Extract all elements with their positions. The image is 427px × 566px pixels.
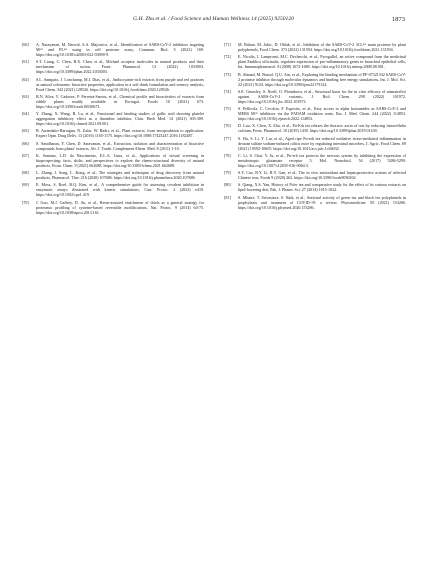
reference-number: [60] xyxy=(22,42,29,47)
reference-item xyxy=(22,182,204,197)
reference-number: [74] xyxy=(224,88,231,94)
reference-number: [80] xyxy=(224,182,231,188)
reference-text: S.L. Sampaio, J. Lonchamp, M.I. Dias, et al., Anthocyanin-rich extracts from purple and red potatoes as natural colourants: bioactive properties, application in a soft drink formulation and sensory analysis, Food Chem. 342 (2021) 128526. https://doi.org/10.1016/j.foodchem.2020.128526. xyxy=(36,76,204,92)
reference-number: [69] xyxy=(22,182,29,188)
reference-text: L. Zhang, J. Song, L. Kong, et al., The strategies and techniques of drug discovery from natural products, Pharmacol. Ther. 216 (2020) 107686. https://doi.org/10.1016/j.pharmthera.2020.107686. xyxy=(36,170,204,181)
reference-item xyxy=(22,77,204,92)
reference-text: S. Pellicola, C. Cecchin, F. Esposito, et al., Easy access to alpha ketoamides as SARS-CoV-2 and MERS Mᵖʳᵒ inhibitors via the PADAM oxidation route, Eur. J. Med. Chem. 244 (2022) 114853. https://doi.org/10.1016/j.ejmech.2022.114853. xyxy=(238,106,406,122)
reference-item xyxy=(22,59,204,74)
reference-item xyxy=(22,128,204,138)
reference-text: M. Bahun, M. Jukic, D. Oblak, et al., Inhibition of the SARS-CoV-2 3CLᵖʳᵒ main protease by plant polyphenols, Food Chem. 373 (2022) 131594. https://doi.org/10.1016/j.foodchem.2021.131594. xyxy=(238,42,406,53)
reference-text: S.T. Liang, C. Chen, R.X. Chen, et al., Michael acceptor molecules in natural products and their mechanism of action, Front. Pharmacol. 13 (2022) 1033003. https://doi.org/10.3389/fphar.2022.1033003. xyxy=(36,59,204,75)
reference-text: K. Santana, L.D. do Nascimento, E.L.A. Lima, et al., Applications of virtual screening in bioprospecting: facts, shifts, and perspectives to explore the chemo-structural diversity of natural products, Front. Chem. 9 (2021) 662688. https://doi.org/10.3389/fchem.2021.662688. xyxy=(36,152,204,168)
reference-number: [66] xyxy=(22,140,29,146)
reference-number: [79] xyxy=(224,170,231,176)
page-number: 1873 xyxy=(391,16,405,23)
reference-item xyxy=(22,42,204,57)
reference-item xyxy=(22,141,204,151)
reference-item xyxy=(224,195,406,210)
reference-number: [76] xyxy=(224,123,231,129)
reference-item xyxy=(224,182,406,192)
reference-text: C. Li, S. Chai, Y. Ju, et al., Pu-erh tea protects the nervous system by inhibiting the expression of metabotropic glutamate receptor 5, Mol. Neurobiol. 54 (2017) 5286-5299. https://doi.org/10.1007/s12035-016-0064-3. xyxy=(238,152,406,168)
reference-text: S. Qiang, X.S. Yan, History of Pu'er tea and comparative study for the effect of its various extracts on lipid-lowering diet, Pak. J. Pharm. Sci. 27 (2014) 1015-1022. xyxy=(238,182,406,193)
reference-number: [63] xyxy=(22,93,29,99)
journal-citation: G.H. Zhu et al. / Food Science and Human Wellness 14 (2025) 9250120 xyxy=(133,16,294,22)
reference-item xyxy=(22,111,204,126)
reference-item xyxy=(224,123,406,133)
reference-text: J. Guo, M.J. Gaffrey, D. Su, et al., Resin-assisted enrichment of thiols as a general strategy for proteomic profiling of cysteine-based reversible modifications, Nat. Protoc. 9 (2014) 64-75. https://doi.org/10.1038/nprot.2013.161. xyxy=(36,199,204,215)
reference-item xyxy=(224,42,406,52)
reference-number: [62] xyxy=(22,76,29,82)
reference-number: [64] xyxy=(22,111,29,117)
reference-text: E. Moss, S. Roel, R.Q. Kim, et al., A comprehensive guide for assessing covalent inhibition in enzymatic assays illustrated with kinetic simulations, Curr. Protoc. 2 (2022) e419. https://doi.org/10.1002/cpz1.419. xyxy=(36,182,204,198)
reference-number: [77] xyxy=(224,135,231,141)
reference-number: [61] xyxy=(22,59,29,65)
reference-number: [70] xyxy=(22,199,29,205)
reference-number: [68] xyxy=(22,170,29,176)
reference-item xyxy=(22,94,204,109)
reference-number: [78] xyxy=(224,152,231,158)
reference-item xyxy=(224,54,406,69)
reference-text: B. Arrendatio-Barragan, N. Zafar, W. Badri, et al., Plant extracts: from encapsulation to application, Expert Opin. Drug Deliv. 13 (2016) 1165-1175. https://doi.org/10.1080/17425247.2016.1182487. xyxy=(36,128,204,139)
reference-item xyxy=(22,170,204,180)
reference-column-right xyxy=(224,42,406,212)
reference-text: B.N. Silva, V. Cadavez, P. Ferreira-Santos, et al., Chemical profile and bioactivities of extracts from edible plants readily available in Portugal, Foods 10 (2021) 673. https://doi.org/10.3390/foods10030673. xyxy=(36,93,204,109)
reference-item xyxy=(224,136,406,151)
reference-item xyxy=(224,170,406,180)
reference-item xyxy=(224,89,406,104)
reference-number: [65] xyxy=(22,128,29,134)
reference-item xyxy=(22,200,204,215)
reference-text: B. Ahmad, M. Batool, Q.U. Ain, et al., Exploring the binding mechanism of PF-07321332 SARS-CoV-2 protease inhibitor through molecular dynamics and binding free energy simulations, Int. J. Mol. Sci. 22 (2021) 9124. https://doi.org/10.3390/ijms22179124. xyxy=(238,71,406,87)
reference-text: E. Nicolis, I. Lampronti, M.C. Dechecchi, et al., Pyrogallol, an active compound from the medicinal plant Emblica officinalis, regulates expression of pro-inflammatory genes in bronchial epithelial cells, Int. Immunopharmacol. 8 (2008) 1672-1680. https://doi.org/10.1016/j.intimp.2008.08.001. xyxy=(238,54,406,70)
reference-text: S. Sasidharan, Y. Chen, D. Saravanan, et al., Extraction, isolation and characterization of bioactive compounds from plants' extracts, Afr. J. Tradit. Complement Altern. Med. 8 (2011) 1-10. xyxy=(36,140,204,151)
reference-text: A. Narayanan, M. Narwal, S.A. Majowicz, et al., Identification of SARS-CoV-2 inhibitors targeting Mᵖʳᵒ and PLᵖʳᵒ using in cell protease assay, Commun. Biol. 5 (2022) 169. https://doi.org/10.1038/s42003-022-03090-9. xyxy=(36,42,204,58)
reference-text: D. Luo, X. Chen, X. Zhu, et al., Pu-Erh tea relaxes the thoracic aorta of rats by reducing intracellular calcium, Front. Pharmacol. 10 (2019) 1430. https://doi.org/10.3389/fphar.2019.01430. xyxy=(238,123,406,134)
reference-number: [75] xyxy=(224,106,231,112)
reference-text: S. Hu, S. Li, Y. Liu, et al., Aged ripe Pu-erh tea reduced oxidative stress-mediated inflammation in dextran sulfate sodium-induced colitis mice by regulating intestinal microbes, J. Agric. Food Chem. 69 (2021) 10592-10605. https://doi.org/10.1021/acs.jafc.1c04032. xyxy=(238,135,406,151)
reference-text: Y. Zhang, X. Wang, B. Lu, et al., Functional and binding studies of gallic acid showing platelet aggregation inhibitory effect as a thrombin inhibitor, Chin. Herb Med. 14 (2021) 303-309. https://doi.org/10.1016/j.chmed.2021.09.001. xyxy=(36,111,204,127)
reference-number: [81] xyxy=(224,194,231,200)
reference-item xyxy=(22,153,204,168)
reference-item xyxy=(224,72,406,87)
reference-text: S.E. Grnasley, S. Noell, O. Plotnikova, et al., Structural basis for the in vitro efficacy of nirmatrelvir against SARS-CoV-2 variants, J. Biol. Chem. 298 (2022) 101972. https://doi.org/10.1016/j.jbc.2022.101972. xyxy=(238,88,406,104)
reference-text: S.Y. Cao, B.Y. Li, R.Y. Gan, et al., The in vivo antioxidant and hepatoprotective actions of selected Chinese teas, Foods 9 (2020) 262. https://doi.org/10.3390/foods9030262. xyxy=(238,170,406,181)
reference-text: S. Mhatre, T. Srivastava, S. Naik, et al., Antiviral activity of green tea and black tea polyphenols in prophylaxis and treatment of COVID-19: a review, Phytomedicine. 85 (2021) 153286. https://doi.org/10.1016/j.phymed.2020.153286. xyxy=(238,194,406,210)
reference-item xyxy=(224,106,406,121)
reference-column-left xyxy=(22,42,204,217)
page-header xyxy=(0,16,427,28)
reference-number: [72] xyxy=(224,54,231,60)
reference-number: [73] xyxy=(224,71,231,77)
reference-number: [71] xyxy=(224,42,231,47)
reference-number: [67] xyxy=(22,152,29,158)
reference-item xyxy=(224,153,406,168)
